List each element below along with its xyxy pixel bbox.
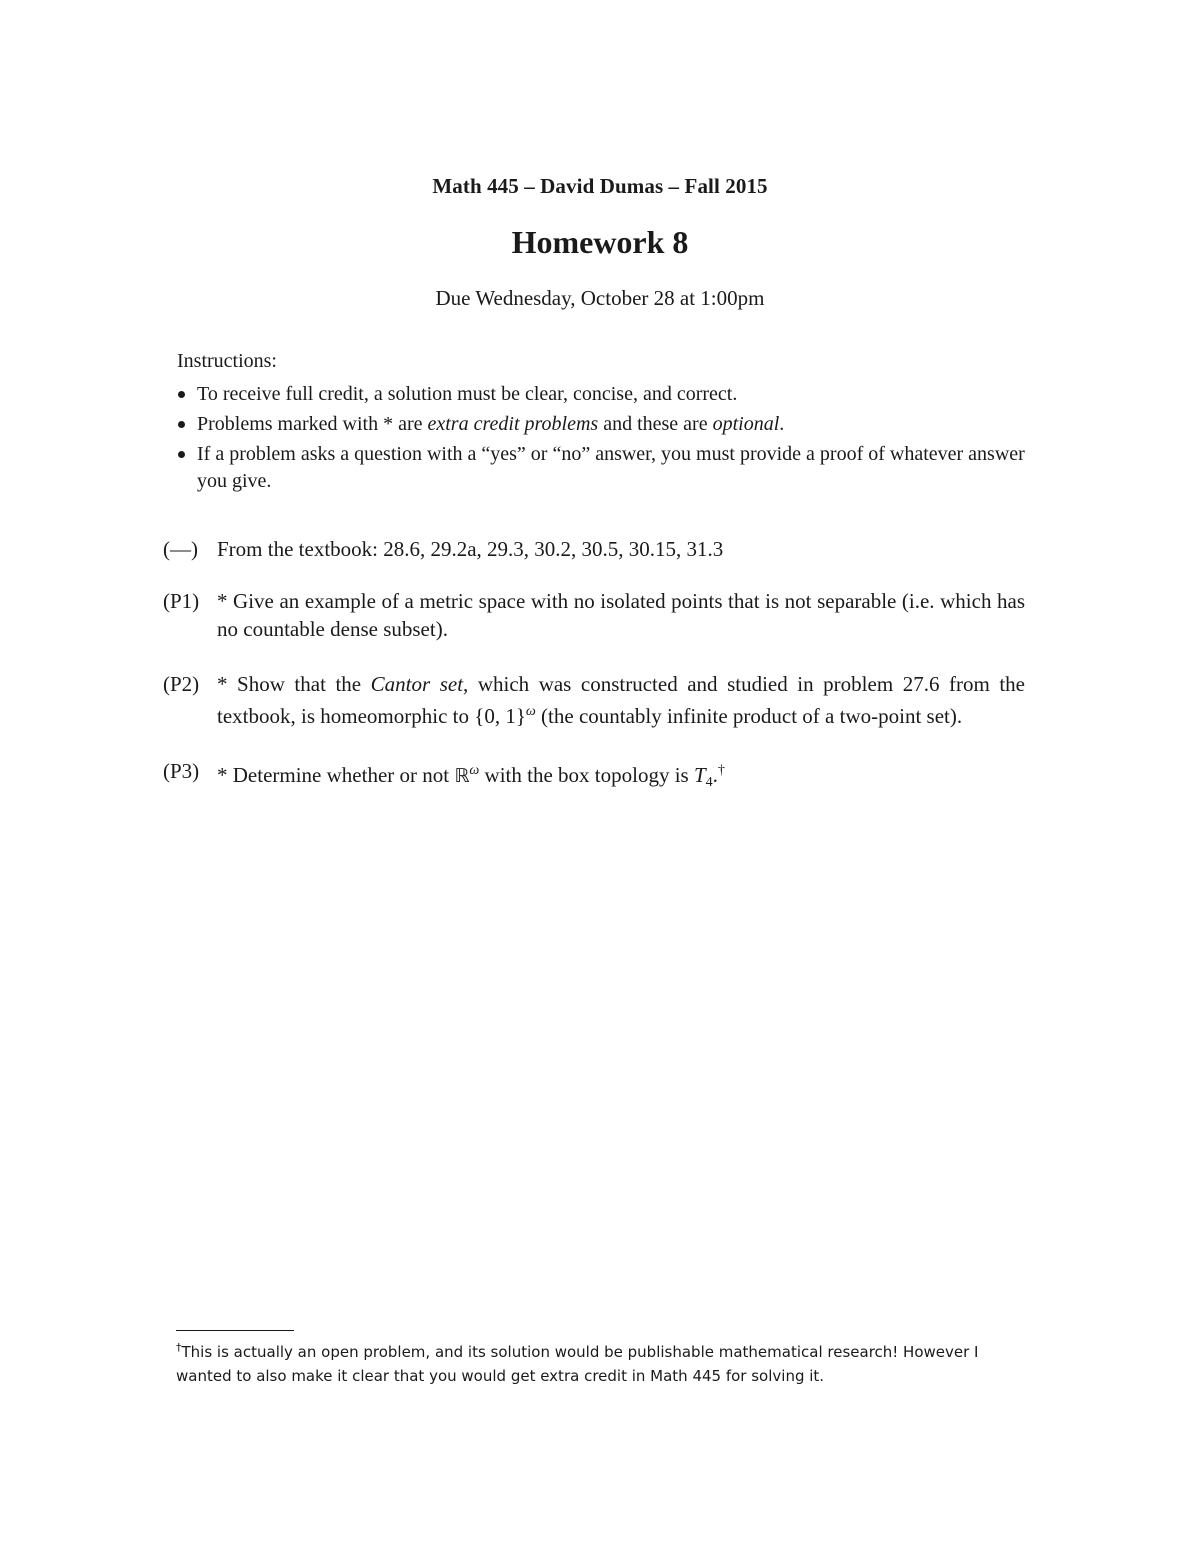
problem-text-part: * Show that the: [217, 672, 371, 696]
instruction-emphasis: extra credit problems: [427, 413, 599, 435]
problem-label: (P3): [163, 759, 200, 783]
problem-text-part: (the countably infinite product of a two-point set).: [535, 704, 963, 728]
instructions-heading: Instructions:: [177, 350, 277, 372]
problem-item: [163, 670, 1025, 730]
bullet-icon: [178, 451, 185, 458]
footnote-text: This is actually an open problem, and its solution would be publishable mathematical research! However I wanted to also make it clear that you would get extra credit in Math 445 for solving it.: [176, 1343, 979, 1385]
footnote-reference[interactable]: †: [717, 763, 725, 778]
instruction-emphasis: optional: [712, 413, 780, 435]
problem-text: * Give an example of a metric space with no isolated points that is not separable (i.e. which has no countable dense subset).: [217, 589, 1025, 641]
math-symbol: T: [693, 763, 706, 787]
problem-text: [213, 670, 1025, 730]
problem-emphasis: Cantor set: [370, 672, 464, 696]
due-date-line: Due Wednesday, October 28 at 1:00pm: [435, 286, 765, 310]
problem-label: (—): [163, 537, 198, 561]
footnote: [176, 1336, 1026, 1388]
problem-text-part: * Determine whether or not: [217, 763, 455, 787]
bullet-icon: [178, 391, 185, 398]
math-reals-symbol: ℝ: [454, 765, 470, 787]
course-line: Math 445 – David Dumas – Fall 2015: [432, 174, 768, 198]
problem-label: (P1): [163, 589, 200, 613]
problem-text-part: .: [712, 763, 718, 787]
math-set: {0, 1}: [474, 704, 526, 728]
instruction-text-part: Problems marked with * are: [197, 413, 428, 435]
problems-list: [163, 535, 1025, 824]
instruction-text: To receive full credit, a solution must be clear, concise, and correct.: [197, 383, 738, 405]
problem-text: From the textbook: 28.6, 29.2a, 29.3, 30.2, 30.5, 30.15, 31.3: [217, 537, 724, 561]
homework-title: Homework 8: [511, 224, 689, 260]
instruction-text: [197, 413, 784, 435]
bullet-icon: [178, 421, 185, 428]
problem-text-part: , which was constructed and studied in problem 27.6 from the textbook, is homeomorphic to: [217, 672, 1025, 728]
instruction-item: [177, 441, 1025, 495]
problem-label: (P2): [163, 672, 200, 696]
problem-text-part: with the box topology is: [479, 763, 694, 787]
instruction-item: [177, 411, 1025, 438]
problem-item: [163, 587, 1025, 643]
problem-item: [163, 535, 1025, 563]
footnote-mark: †: [176, 1341, 182, 1354]
instruction-item: [177, 381, 1025, 408]
math-superscript: ω: [525, 704, 536, 719]
math-superscript: ω: [469, 763, 480, 778]
problem-text: [213, 757, 1025, 797]
problem-item: [163, 757, 1025, 797]
instruction-text-part: .: [779, 413, 785, 435]
math-subscript: 4: [705, 775, 713, 790]
instructions-list: [177, 381, 1025, 498]
instruction-text: If a problem asks a question with a “yes” or “no” answer, you must provide a proof of whatever answer you give.: [197, 443, 1025, 492]
instruction-text-part: and these are: [598, 413, 713, 435]
footnote-divider: [176, 1330, 294, 1331]
